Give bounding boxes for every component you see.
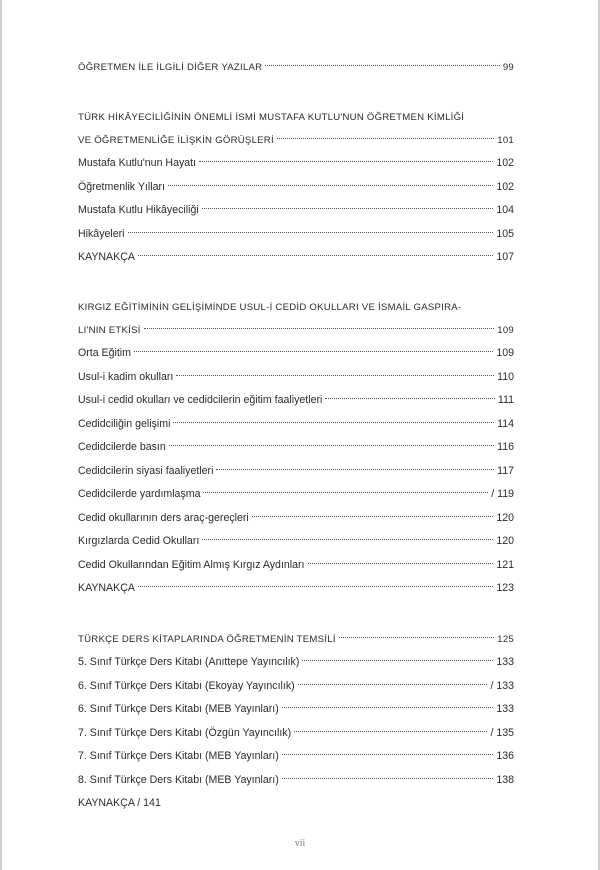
dot-leader: [134, 351, 493, 352]
toc-entry[interactable]: [78, 698, 514, 722]
toc-heading-text: TÜRK HİKÂYECİLİĞİNİN ÖNEMLİ İSMİ MUSTAFA KUTLU'NUN ÖĞRETMEN KİMLİĞİ: [78, 111, 465, 123]
toc-entry[interactable]: [78, 176, 514, 200]
toc-entry-title: Cedid okullarının ders araç-gereçleri: [78, 511, 249, 524]
toc-entry-page: 99: [502, 62, 514, 73]
toc-entry-title: Mustafa Kutlu Hikâyeciliği: [78, 204, 199, 216]
toc-entry-page: 138: [496, 773, 514, 786]
dot-leader: [282, 707, 494, 708]
toc-entry-title: Cedidciliğin gelişimi: [78, 417, 171, 430]
toc-entry-title: Hikâyeleri: [78, 227, 125, 240]
toc-entry-title: 8. Sınıf Türkçe Ders Kitabı (MEB Yayınları): [78, 773, 279, 786]
toc-entry-page: / 133: [490, 679, 514, 692]
toc-entry[interactable]: [78, 319, 514, 343]
toc-entry-page: 120: [496, 511, 514, 524]
toc-entry[interactable]: [78, 129, 514, 153]
section-gap: [78, 601, 514, 628]
dot-leader: [173, 422, 494, 423]
toc-entry-page: 109: [497, 324, 514, 336]
toc-entry-page: 121: [496, 558, 514, 571]
toc-entry[interactable]: [78, 436, 514, 460]
toc-entry-title: Öğretmenlik Yılları: [78, 180, 165, 193]
toc-entry[interactable]: [78, 675, 514, 699]
toc-heading-line: [78, 297, 514, 319]
section-gap: [78, 270, 514, 297]
toc-entry-page: 109: [496, 347, 514, 359]
toc-entry-page: 120: [496, 535, 514, 547]
dot-leader: [202, 208, 494, 209]
toc-entry[interactable]: [78, 152, 514, 176]
dot-leader: [169, 445, 494, 446]
dot-leader: [203, 492, 488, 493]
dot-leader: [202, 539, 493, 540]
toc-entry-title: ÖĞRETMEN İLE İLGİLİ DİĞER YAZILAR: [78, 62, 263, 73]
toc-entry[interactable]: [78, 745, 514, 769]
toc-entry-page: 102: [496, 180, 514, 193]
section-gap: [78, 80, 514, 107]
toc-entry-title: Cedid Okullarından Eğitim Almış Kırgız Aydınları: [78, 558, 305, 571]
toc-entry-title: 7. Sınıf Türkçe Ders Kitabı (MEB Yayınları): [78, 750, 279, 762]
toc-entry[interactable]: [78, 769, 514, 793]
dot-leader: [282, 754, 494, 755]
toc-entry[interactable]: [78, 389, 514, 413]
toc-entry[interactable]: [78, 722, 514, 746]
page-edge-left: [0, 0, 2, 870]
toc-entry-title: Cedidcilerde yardımlaşma: [78, 488, 201, 500]
dot-leader: [144, 328, 495, 329]
toc-entry-title: KAYNAKÇA: [78, 251, 135, 263]
toc-entry-title: 5. Sınıf Türkçe Ders Kitabı (Anıttepe Yayıncılık): [78, 656, 300, 668]
toc-entry-title: VE ÖĞRETMENLİĞE İLİŞKİN GÖRÜŞLERİ: [78, 134, 274, 146]
toc-entry[interactable]: [78, 530, 514, 554]
toc-entry-page: / 135: [490, 726, 514, 739]
page-number: vii: [294, 838, 306, 849]
toc-entry-title: Orta Eğitim: [78, 347, 131, 359]
toc-entry-page: 133: [496, 656, 514, 668]
dot-leader: [339, 637, 494, 638]
toc-trailing-entry[interactable]: KAYNAKÇA / 141: [78, 797, 161, 809]
dot-leader: [176, 375, 494, 376]
toc-entry[interactable]: [78, 483, 514, 507]
toc-entry[interactable]: [78, 628, 514, 652]
toc-entry-page: 133: [496, 703, 514, 715]
dot-leader: [138, 586, 493, 587]
table-of-contents: [78, 56, 514, 816]
dot-leader: [128, 232, 494, 233]
dot-leader: [302, 660, 493, 661]
dot-leader: [199, 161, 493, 162]
dot-leader: [277, 138, 494, 139]
toc-entry-page: 116: [497, 441, 514, 453]
toc-entry[interactable]: [78, 507, 514, 531]
toc-entry-title: Usul-i cedid okulları ve cedidcilerin eğitim faaliyetleri: [78, 394, 323, 406]
dot-leader: [298, 684, 488, 685]
toc-section: [78, 56, 514, 80]
toc-entry-title: 6. Sınıf Türkçe Ders Kitabı (Ekoyay Yayıncılık): [78, 679, 295, 692]
toc-entry-title: Mustafa Kutlu'nun Hayatı: [78, 157, 197, 169]
toc-entry-page: 104: [496, 204, 514, 216]
toc-entry[interactable]: [78, 342, 514, 366]
toc-entry[interactable]: [78, 223, 514, 247]
toc-entry-title: Usul-i kadim okulları: [78, 370, 174, 383]
toc-heading-text: KIRGIZ EĞİTİMİNİN GELİŞİMİNDE USUL-İ CEDİD OKULLARI VE İSMAİL GASPIRA-: [78, 301, 462, 313]
toc-entry-page: 111: [497, 394, 514, 406]
dot-leader: [325, 398, 495, 399]
dot-leader: [294, 731, 487, 732]
toc-entry-page: 123: [496, 582, 514, 594]
toc-entry[interactable]: [78, 366, 514, 390]
toc-entry[interactable]: [78, 577, 514, 601]
toc-section: [78, 628, 514, 816]
toc-heading-line: [78, 107, 514, 129]
toc-entry-page: 105: [496, 227, 514, 240]
toc-entry-title: 7. Sınıf Türkçe Ders Kitabı (Özgün Yayıncılık): [78, 726, 292, 739]
toc-entry[interactable]: [78, 56, 514, 80]
dot-leader: [216, 469, 494, 470]
toc-entry[interactable]: [78, 554, 514, 578]
toc-entry-page: 101: [497, 134, 514, 146]
toc-entry-page: 125: [497, 633, 514, 645]
toc-entry-title: Kırgızlarda Cedid Okulları: [78, 535, 200, 547]
toc-entry-page: 114: [497, 417, 514, 430]
dot-leader: [308, 563, 494, 564]
toc-entry[interactable]: [78, 199, 514, 223]
toc-entry[interactable]: [78, 246, 514, 270]
toc-entry-page: 110: [497, 370, 514, 383]
dot-leader: [265, 65, 499, 66]
toc-entry-page: 117: [497, 464, 514, 477]
toc-section: [78, 297, 514, 601]
toc-entry-page: 102: [496, 157, 514, 169]
dot-leader: [138, 255, 493, 256]
toc-entry-title: LI'NIN ETKİSİ: [78, 324, 141, 336]
toc-entry[interactable]: [78, 460, 514, 484]
toc-entry-page: 136: [496, 750, 514, 762]
toc-entry-title: Cedidcilerin siyasi faaliyetleri: [78, 464, 214, 477]
toc-section: [78, 107, 514, 270]
dot-leader: [252, 516, 494, 517]
dot-leader: [282, 778, 494, 779]
toc-entry-title: TÜRKÇE DERS KİTAPLARINDA ÖĞRETMENİN TEMSİLİ: [78, 633, 336, 645]
toc-entry-page: 107: [496, 251, 514, 263]
toc-entry-title: Cedidcilerde basın: [78, 441, 166, 453]
toc-entry-title: 6. Sınıf Türkçe Ders Kitabı (MEB Yayınları): [78, 703, 279, 715]
toc-entry-page: / 119: [491, 488, 514, 500]
toc-entry[interactable]: [78, 413, 514, 437]
toc-entry[interactable]: [78, 651, 514, 675]
dot-leader: [168, 185, 493, 186]
toc-entry-title: KAYNAKÇA: [78, 582, 135, 594]
